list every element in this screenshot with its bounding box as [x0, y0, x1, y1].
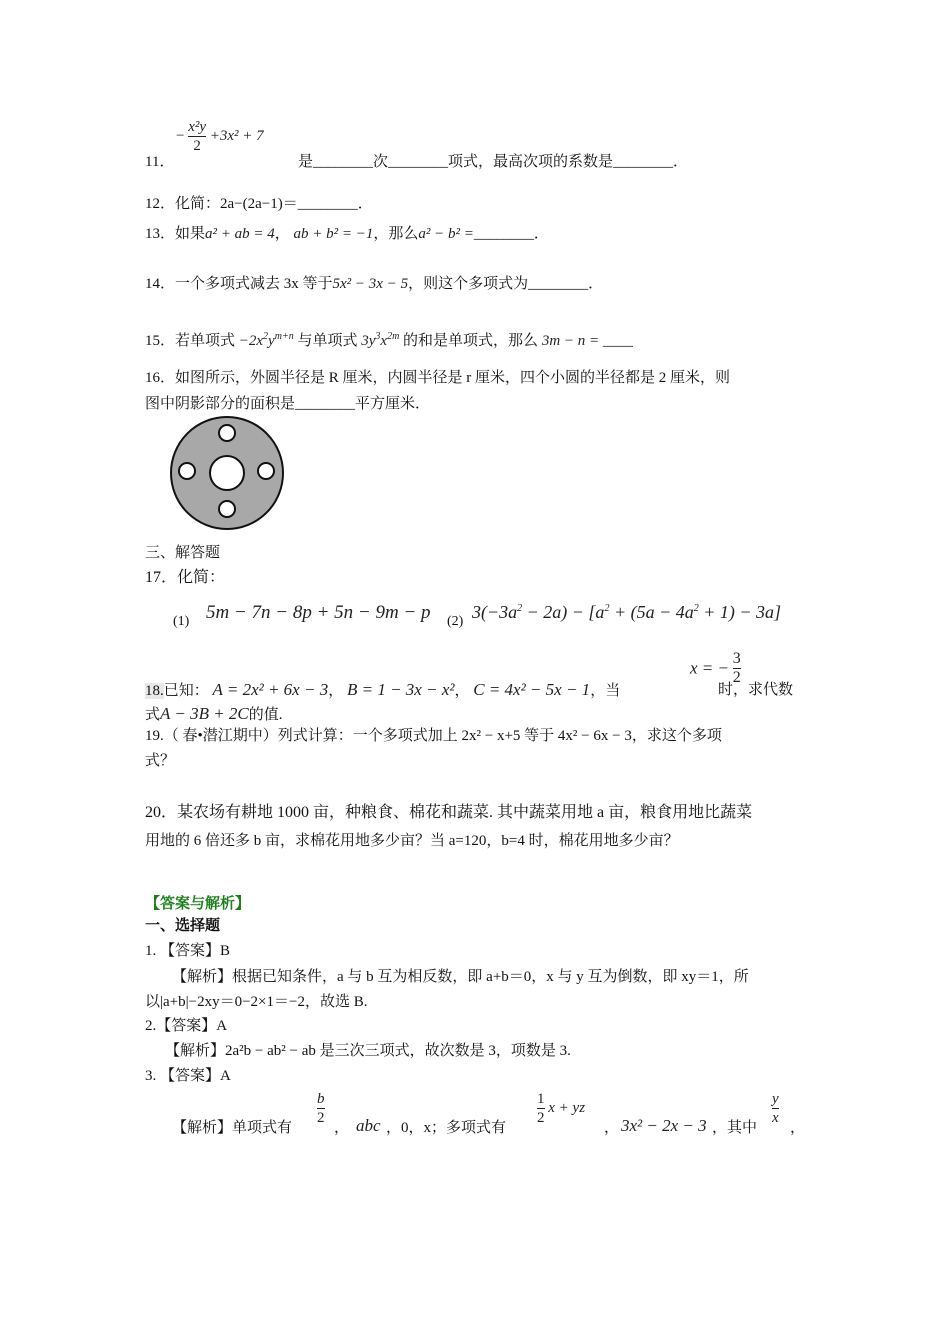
q18-B: B = 1 − 3x − x² — [346, 680, 455, 699]
answer-3-abc: abc — [356, 1116, 381, 1135]
q20-line1: 20．某农场有耕地 1000 亩，种粮食、棉花和蔬菜. 其中蔬菜用地 a 亩，粮食用地比蔬菜 — [145, 804, 753, 821]
section-3-title: 三、解答题 — [145, 545, 221, 561]
answer-3-frac-yx: $\frac{y}{x}$ — [772, 1091, 779, 1126]
q19-line1: 19.（ 春•潜江期中）列式计算：一个多项式加上 2x² − x+5 等于 4x² − 6x − 3，求这个多项 — [145, 728, 722, 744]
answer-1-exp-line1: 【解析】根据已知条件，a 与 b 互为相反数，即 a+b＝0，x 与 y 互为倒数，即 xy＝1，所 — [172, 969, 749, 985]
q13-eq1: a² + ab = 4 — [205, 226, 275, 242]
q13-line: 13．如果a² + ab = 4， ab + b² = −1，那么a² − b² =________． — [145, 226, 549, 242]
answer-3-text2: ，0，x；多项式有 — [386, 1120, 507, 1136]
answers-heading: 【答案与解析】 — [145, 896, 251, 912]
answer-3-text4: ，其中 — [712, 1120, 758, 1136]
answer-3-sep3: ， — [604, 1120, 620, 1136]
q19-line2: 式？ — [145, 753, 176, 769]
q18-line1-end: 时，求代数 — [718, 682, 794, 698]
q17-part1: 5m − 7n − 8p + 5n − 9m − p — [206, 602, 431, 623]
q15-eq1: $-2x^2y^{m+n}$ — [238, 331, 294, 349]
q14-eq: 5x² − 3x − 5 — [332, 276, 409, 292]
q17-part2: $3(-3a^2 - 2a) - [a^2 + (5a - 4a^2 + 1) - 3a]$ — [472, 602, 782, 622]
answer-3-poly: 3x² − 2x − 3 — [621, 1116, 707, 1135]
inner-circle — [210, 456, 244, 490]
q18-expr: A − 3B + 2C — [160, 704, 249, 723]
q13-eq2: ab + b² = −1 — [293, 226, 374, 242]
q18-x-value: x = − $\frac{3}{2}$ — [690, 650, 741, 686]
q17-part2-label: (2) — [447, 614, 464, 629]
q17-part1-label: (1) — [173, 614, 190, 629]
small-circle-right — [258, 463, 274, 479]
q17-title: 17．化简： — [145, 569, 226, 586]
answer-2: 2.【答案】A — [145, 1018, 228, 1034]
q11-formula: − $\frac{\text{x²y}}{2}$ +3x² + 7 — [176, 119, 264, 154]
q12-text: 12．化简：2a−(2a−1)＝________． — [145, 196, 373, 212]
q11-fraction: $\frac{\text{x²y}}{2}$ — [188, 119, 207, 154]
answer-3-end: ， — [790, 1120, 806, 1136]
small-circle-bottom — [219, 501, 235, 517]
q18-A: A = 2x² + 6x − 3 — [212, 680, 329, 699]
q18-line2: 式A − 3B + 2C的值. — [145, 704, 283, 723]
small-circle-left — [179, 463, 195, 479]
answer-2-exp: 【解析】2a²b − ab² − ab 是三次三项式，故次数是 3，项数是 3. — [165, 1043, 571, 1059]
answer-3-frac-half: $\frac{1}{2}$ x + yz — [537, 1091, 586, 1126]
q13-eq3: a² − b² = — [418, 226, 474, 242]
answer-3-sep1: ， — [334, 1120, 350, 1136]
q11-text: 是________次________项式，最高次项的系数是________． — [298, 154, 689, 170]
q11-number: 11． — [145, 154, 175, 170]
small-circle-top — [219, 425, 235, 441]
q16-line1: 16．如图所示，外圆半径是 R 厘米，内圆半径是 r 厘米，四个小圆的半径都是 2 厘米，则 — [145, 370, 731, 386]
q16-line2: 图中阴影部分的面积是________平方厘米． — [145, 396, 431, 412]
q15-eq2: $3y^3x^{2m}$ — [361, 331, 400, 349]
answer-3-frac-b2: $\frac{b}{2}$ — [317, 1091, 325, 1126]
q15-line: 15．若单项式 $-2x^2y^{m+n}$ 与单项式 $3y^3x^{2m}$ 的和是单项式，那么 3m − n = ____ — [145, 331, 633, 349]
q18-C: C = 4x² − 5x − 1 — [473, 680, 591, 699]
q18-line1: 18.已知： A = 2x² + 6x − 3， B = 1 − 3x − x²， C = 4x² − 5x − 1，当 — [145, 680, 621, 699]
q20-line2: 用地的 6 倍还多 b 亩，求棉花用地多少亩？当 a=120，b=4 时，棉花用地多少亩？ — [145, 833, 679, 849]
q15-eq3: 3m − n = — [541, 333, 600, 349]
answer-1-exp-line2: 以|a+b|−2xy＝0−2×1＝−2，故选 B. — [145, 994, 368, 1010]
answers-section-1: 一、选择题 — [145, 918, 221, 934]
answer-3: 3. 【答案】A — [145, 1068, 231, 1084]
q14-line: 14．一个多项式减去 3x 等于5x² − 3x − 5，则这个多项式为________． — [145, 276, 604, 292]
answer-3-exp-prefix: 【解析】单项式有 — [172, 1120, 293, 1136]
ring-figure — [168, 414, 286, 532]
answer-1: 1. 【答案】B — [145, 943, 231, 959]
